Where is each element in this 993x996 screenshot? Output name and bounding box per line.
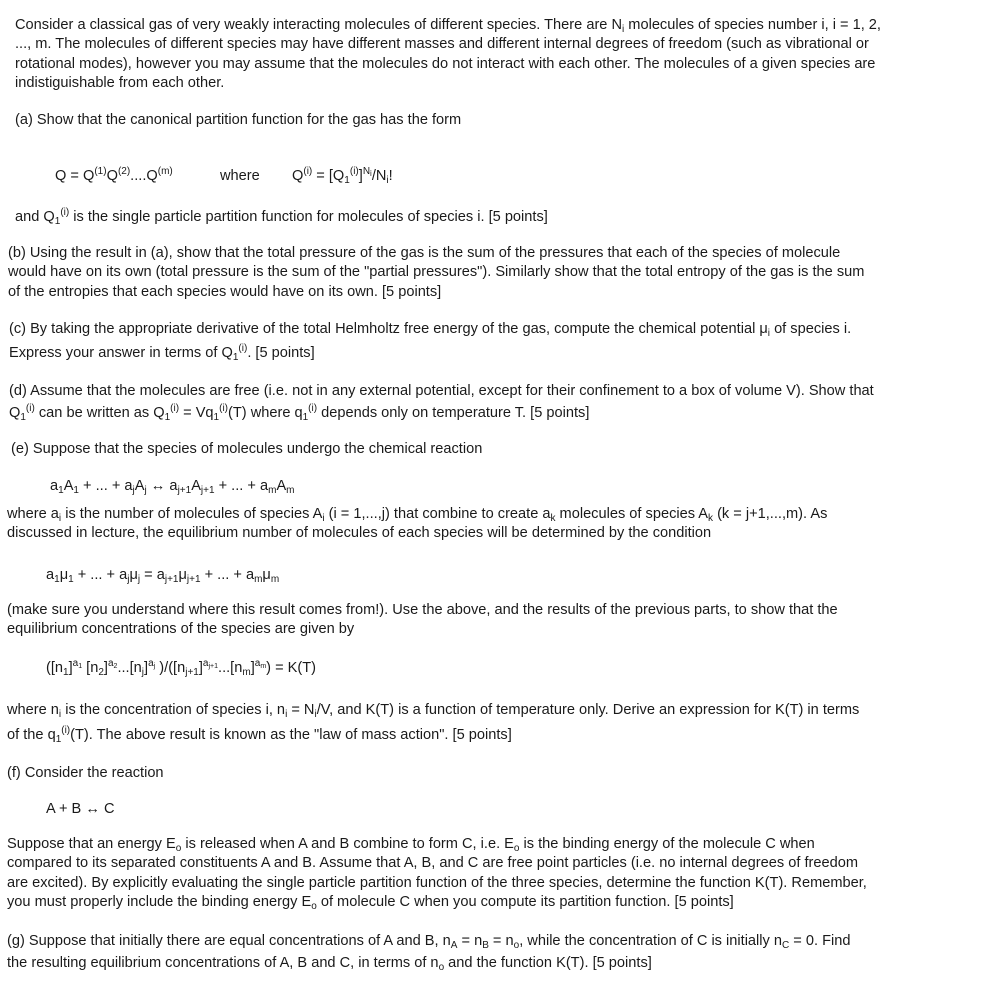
part-c: (c) By taking the appropriate derivative of the total Helmholtz free energy of the gas, compute the chemical potential $\mu_i$ of species i. Express your answer in terms of $Q_1^{(i)}$. [5 points] xyxy=(9,321,852,363)
part-e-where: where $a_i$ is the number of molecules of species $A_i$ (i = 1,...,j) that combine to create $a_k$ molecules of species $A_k$ (k = j+1,...,m). As discussed in lecture, the equilibrium number of molecules of each species will be determined by the condition xyxy=(7,506,828,542)
part-a xyxy=(0,111,993,130)
part-g: (g) Suppose that initially there are equal concentrations of A and B, $n_A = n_B = n_o$, while the concentration of C is initially $n_C = 0$. Find the resulting equilibrium concentrations of A, B and C, in terms of $n_o$ and the function K(T). [5 points] xyxy=(7,933,851,973)
intro-line-2: ..., m. The molecules of different species may have different masses and different internal degrees of freedom (such as vibrational or xyxy=(15,36,869,53)
part-f-body: Suppose that an energy $E_o$ is released when A and B combine to form C, i.e. $E_o$ is the binding energy of the molecule C when compared to its separated constituents A and B. Assume that A, B, and C are free point particles (i.e. no internal degrees of freedom are excited). By explicitly evaluating the single particle partition function of the three species, determine the function K(T). Remember, you must properly include the binding energy $E_o$ of molecule C when you compute its partition function. [5 points] xyxy=(7,836,867,913)
intro-line-3: rotational modes), however you may assume that the molecules do not interact with each other. The molecules of a given species are xyxy=(15,55,876,72)
intro-line-1: Consider a classical gas of very weakly interacting molecules of different species. There are N xyxy=(15,17,623,33)
part-e: (e) Suppose that the species of molecules undergo the chemical reaction xyxy=(11,441,483,457)
part-d: (d) Assume that the molecules are free (i.e. not in any external potential, except for their confinement to a box of volume V). Show that $Q_1^{(i)}$ can be written as $Q_1^{(i)} = Vq_1^{(i)}(T)$ where $q_1^{(i)}$ depends only on temperature T. [5 points] xyxy=(9,383,874,423)
intro-paragraph: Consider a classical gas of very weakly interacting molecules of different species. There are $N_i$ molecules of species number i, i = 1, 2, ..., m. The molecules of different species may have different masses and different internal degrees of freedom (such as vibrational or rotational modes), however you may assume that the molecules do not interact with each other. The molecules of a given species are indistiguishable from each other. xyxy=(0,16,993,94)
where-label: where xyxy=(220,168,260,184)
part-f: (f) Consider the reaction xyxy=(7,765,164,781)
part-e-middle: (make sure you understand where this result comes from!). Use the above, and the results of the previous parts, to show that the equilibrium concentrations of the species are given by xyxy=(7,602,838,638)
intro-line-4: indistiguishable from each other. xyxy=(15,75,225,92)
part-b: (b) Using the result in (a), show that the total pressure of the gas is the sum of the pressures that each of the species of molecule would have on its own (total pressure is the sum of the "partial pressures"). Similarly show that the total entropy of the gas is the sum of the entropies that each species would have on its own. [5 points] xyxy=(8,245,865,300)
part-a-text: (a) Show that the canonical partition function for the gas has the form xyxy=(15,112,462,128)
intro-line-1b: molecules of species number i, i = 1, 2, xyxy=(624,17,881,33)
part-a-followup: and $Q_1^{(i)}$ is the single particle partition function for molecules of species i. [5 points] xyxy=(15,207,548,227)
part-e-final: where $n_i$ is the concentration of species i, $n_i = N_i/V$, and K(T) is a function of temperature only. Derive an expression for K(T) in terms of the $q_1^{(i)}(T)$. The above result is known as the "law of mass action". [5 points] xyxy=(7,702,860,745)
